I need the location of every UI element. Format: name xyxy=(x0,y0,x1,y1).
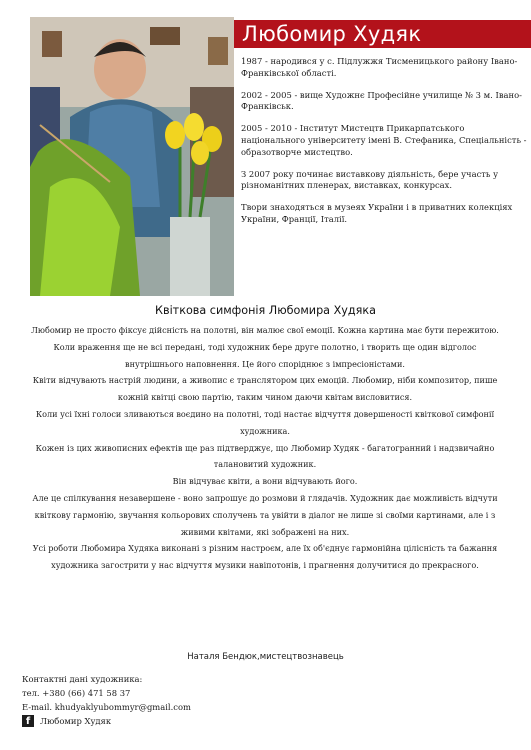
contact-phone: тел. +380 (66) 471 58 37 xyxy=(22,688,131,698)
article-paragraph: Він відчуває квіти, а вони відчувають його. xyxy=(172,476,358,487)
name-banner xyxy=(234,20,531,48)
artist-photo-illustration xyxy=(30,17,234,296)
bio-item: 2002 - 2005 - вище Художнє Професійне училище № 3 м. Івано-Франківськ. xyxy=(241,89,522,112)
contact-facebook xyxy=(22,714,191,728)
article-paragraph: Але це спілкування незавершене - воно запрошує до розмови й глядачів. Художник дає можливість відчути квіткову гармонію, звучання кольорових сполучень та увійти в діалог не лише зі своїми картинами, але і з живими квітами, які зображені на них. xyxy=(32,492,498,537)
contacts xyxy=(22,672,191,728)
biography xyxy=(241,56,531,236)
bio-item: Твори знаходяться в музеях України і в приватних колекціях України, Франції, Італії. xyxy=(241,202,513,224)
article-paragraph: Любомир не просто фіксує дійсність на полотні, він малює свої емоції. Кожна картина має бути пережитою. Коли враження ще не всі передані, тоді художник бере друге полотно, і творить ще один відголос внутрішнього наповнення. Це його споріднює з імпресіоністами. xyxy=(31,325,499,369)
bio-item: 2005 - 2010 - Інститут Мистецтв Прикарпатського національного університету імені В. Стефаника, Спеціальність - образотворче мистецтво. xyxy=(241,123,527,157)
bio-item: З 2007 року починає виставкову діяльність, бере участь у різноманітних пленерах, виставках, конкурсах. xyxy=(241,168,499,191)
artist-photo xyxy=(30,17,234,296)
article-paragraph: Усі роботи Любомира Худяка виконані з різним настроєм, але їх об'єднує гармонійна цілісність та бажання художника загострити у нас відчуття музики навіпотонів, і прагнення долучитися до прекрасного. xyxy=(32,543,498,571)
facebook-name: Любомир Худяк xyxy=(40,716,112,726)
bio-item: 1987 - народився у с. Підлужжя Тисменицького району Івано-Франківської області. xyxy=(241,56,518,78)
article-paragraph: Квіти відчувають настрій людини, а живопис є транслятором цих емоцій. Любомир, ніби композитор, пише кожній квітці свою партію, таким чином даючи квітам висловитися. xyxy=(32,375,498,403)
article-paragraph: Кожен із цих живописних ефектів ще раз підтверджує, що Любомир Худяк - багатогранний і надзвичайно талановитий художник. xyxy=(35,442,495,470)
contacts-heading: Контактні дані художника: xyxy=(22,674,143,684)
article-paragraph: Коли усі їхні голоси зливаються воєдино на полотні, тоді настає відчуття довершеності квіткової симфонії художника. xyxy=(35,408,495,436)
article-author: Наталя Бендюк,мистецтвознавець xyxy=(187,652,344,662)
artist-name: Любомир Худяк xyxy=(242,22,422,46)
facebook-icon: f xyxy=(22,715,34,727)
article-body xyxy=(30,322,500,574)
article-title: Квіткова симфонія Любомира Худяка xyxy=(155,304,376,317)
contact-email: E-mail. khudyaklyubommyr@gmail.com xyxy=(22,702,191,712)
